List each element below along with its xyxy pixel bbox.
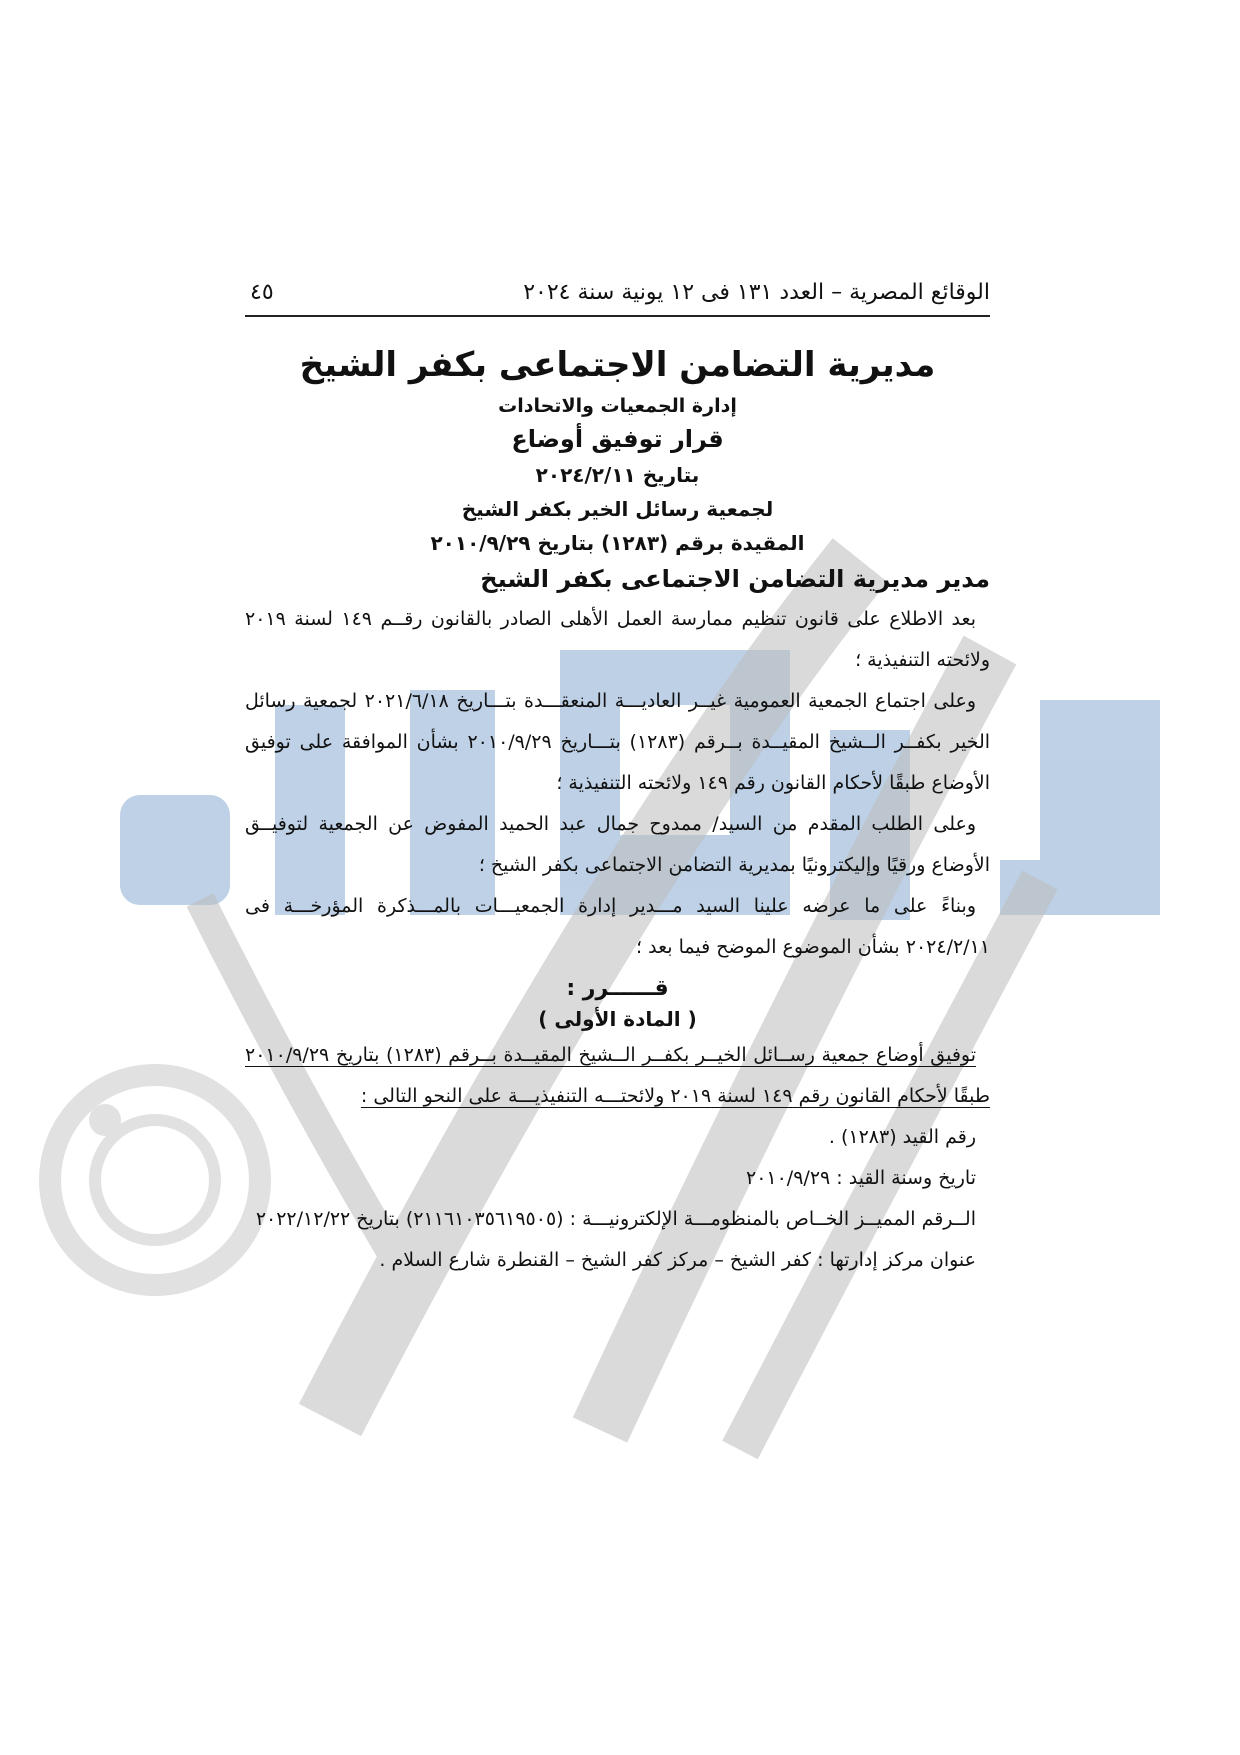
article-title: ( المادة الأولى ) [538,1007,697,1031]
decides-heading: قــــــرر : [566,976,669,1001]
registration-line: المقيدة برقم (١٢٨٣) بتاريخ ٢٠١٠/٩/٢٩ [430,531,805,555]
detail-unique-number: الــرقم المميــز الخــاص بالمنظومـــة الإلكترونيـــة : (٢١١٦١٠٣٥٦١٩٥٠٥) بتاريخ ٢٠٢٢/١٢/٢٢ [255,1208,976,1230]
preamble-paragraph: بعد الاطلاع على قانون تنظيم ممارسة العمل الأهلى الصادر بالقانون رقــم ١٤٩ لسنة ٢٠١٩ ولائحته التنفيذية ؛ [245,608,990,671]
director-title: مدير مديرية التضامن الاجتماعى بكفر الشيخ [480,565,990,593]
preamble-paragraph: وعلى الطلب المقدم من السيد/ ممدوح جمال عبد الحميد المفوض عن الجمعية لتوفيــق الأوضاع ورقيًا وإليكترونيًا بمديرية التضامن الاجتماعى بكفر الشيخ ؛ [245,813,990,876]
decision-date: بتاريخ ٢٠٢٤/٢/١١ [535,463,700,487]
preamble-paragraph: وعلى اجتماع الجمعية العمومية غيــر العاديـــة المنعقـــدة بتـــاريخ ٢٠٢١/٦/١٨ لجمعية رسائل الخير بكفــر الــشيخ المقيــدة بــرقم (١٢٨٣) بتـــاريخ ٢٠١٠/٩/٢٩ بشأن الموافقة على توفيق الأوضاع طبقًا لأحكام القانون رقم ١٤٩ ولائحته التنفيذية ؛ [245,690,991,794]
watermark-seal [50,1075,260,1285]
association-name: لجمعية رسائل الخير بكفر الشيخ [461,497,774,521]
authority-title: مديرية التضامن الاجتماعى بكفر الشيخ [299,345,936,385]
decision-title: قرار توفيق أوضاع [511,425,724,453]
article-text: توفيق أوضاع جمعية رســائل الخيــر بكفــر الــشيخ المقيــدة بــرقم (١٢٨٣) بتاريخ ٢٠١٠/٩/٢٩ طبقًا لأحكام القانون رقم ١٤٩ لسنة ٢٠١٩ ولائحتـــه التنفيذيـــة على النحو التالى : [245,1044,990,1107]
page-number: ٤٥ [250,280,274,305]
header-title: الوقائع المصرية – العدد ١٣١ فى ١٢ يونية سنة ٢٠٢٤ [523,280,990,305]
page-content [245,280,990,1281]
preamble-paragraph: وبناءً على ما عرضه علينا السيد مـــدير إدارة الجمعيـــات بالمـــذكرة المؤرخـــة فى ٢٠٢٤/٢/١١ بشأن الموضوع الموضح فيما بعد ؛ [245,895,990,958]
detail-address: عنوان مركز إدارتها : كفر الشيخ – مركز كفر الشيخ – القنطرة شارع السلام . [379,1249,976,1271]
detail-reg-number: رقم القيد (١٢٨٣) . [828,1126,976,1148]
detail-reg-date: تاريخ وسنة القيد : ٢٠١٠/٩/٢٩ [745,1167,976,1189]
gazette-header [245,280,990,317]
department-title: إدارة الجمعيات والاتحادات [498,395,737,417]
